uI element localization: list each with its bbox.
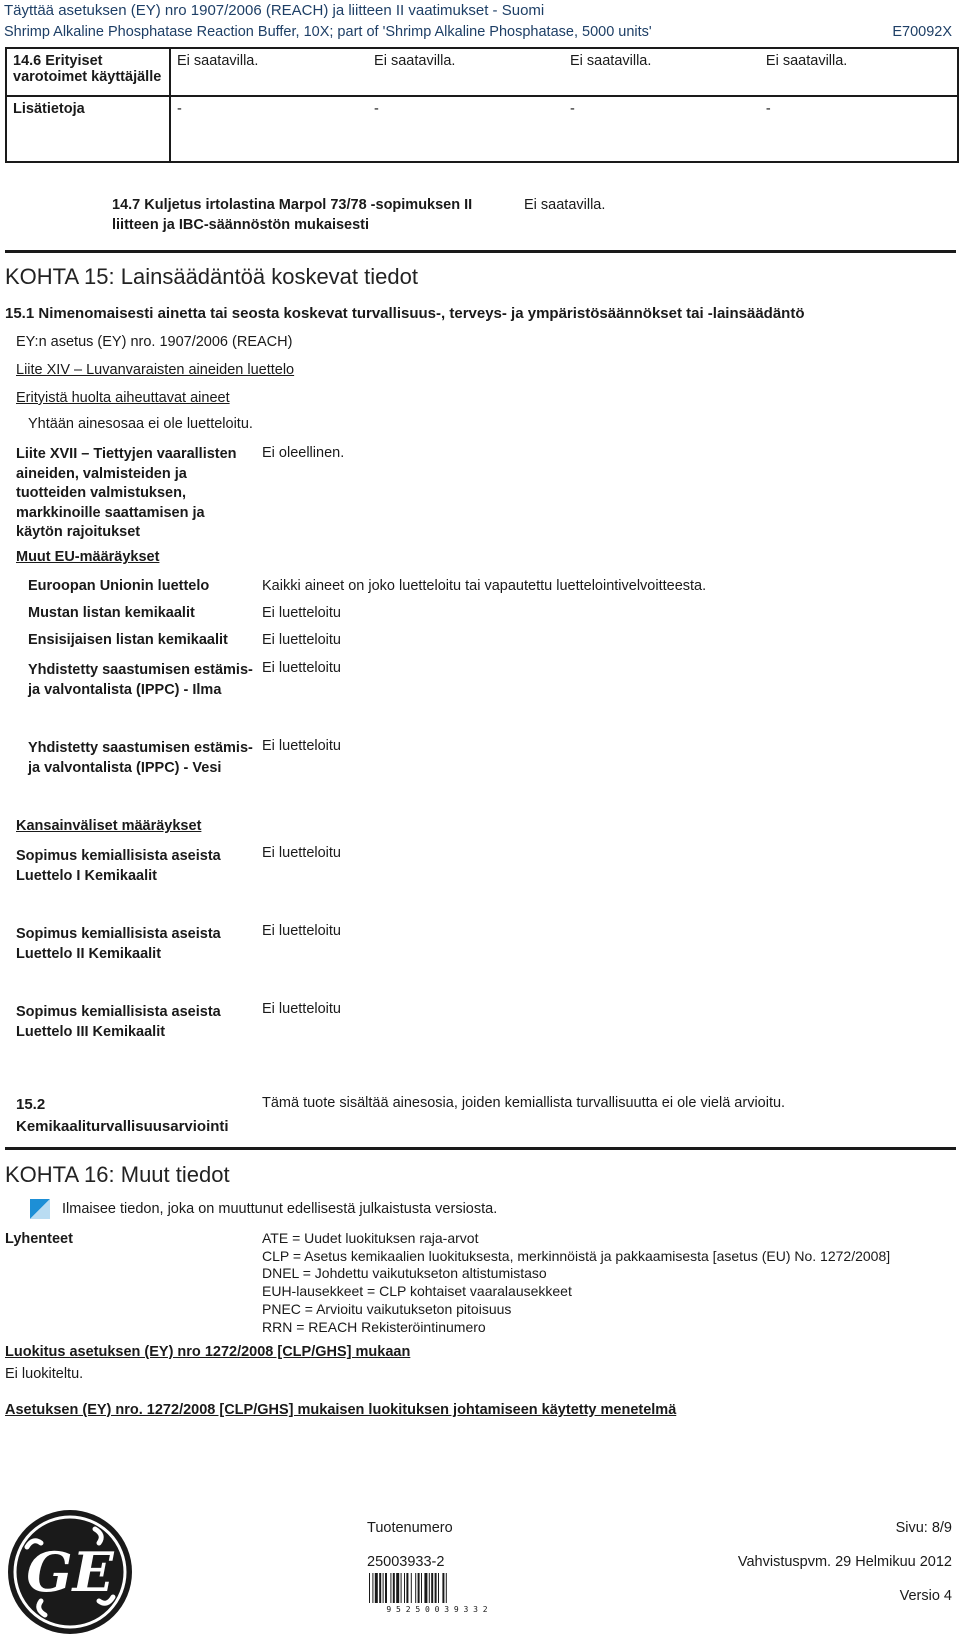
- product-no: 25003933-2: [367, 1554, 445, 1570]
- revision-date: Vahvistuspvm. 29 Helmikuu 2012: [737, 1554, 952, 1570]
- ge-logo: [5, 1507, 135, 1637]
- cwc3-value: Ei luetteloitu: [262, 1001, 341, 1017]
- s14-6-label: 14.6 Erityiset varotoimet käyttäjälle: [6, 48, 170, 96]
- eu-inventory-value: Kaikki aineet on joko luetteloitu tai vapautettu luettelointivelvoitteesta.: [262, 578, 707, 594]
- section-15-title: KOHTA 15: Lainsäädäntöä koskevat tiedot: [5, 264, 418, 289]
- svhc-value: Yhtään ainesosaa ei ole luetteloitu.: [28, 416, 253, 432]
- s14-6-value: Ei saatavilla.: [368, 48, 564, 96]
- abbrev-item: DNEL = Johdettu vaikutukseton altistumistaso: [262, 1265, 547, 1282]
- doc-header-product: Shrimp Alkaline Phosphatase Reaction Buffer, 10X; part of 'Shrimp Alkaline Phosphatase, 5000 units': [4, 24, 652, 40]
- barcode: [367, 1573, 507, 1613]
- ippc-air-value: Ei luetteloitu: [262, 660, 341, 676]
- reach-heading: EY:n asetus (EY) nro. 1907/2006 (REACH): [16, 334, 293, 350]
- cwc1-label: Sopimus kemiallisista aseista Luettelo I Kemikaalit: [16, 848, 221, 884]
- priority-list-value: Ei luetteloitu: [262, 632, 341, 648]
- method-heading: Asetuksen (EY) nro. 1272/2008 [CLP/GHS] mukaisen luokituksen johtamiseen käytetty menetelmä: [5, 1402, 677, 1418]
- abbrev-list: [262, 1230, 890, 1336]
- lisatietoja-value: -: [368, 96, 564, 162]
- cwc3-label: Sopimus kemiallisista aseista Luettelo III Kemikaalit: [16, 1004, 221, 1040]
- classification-value: Ei luokiteltu.: [5, 1366, 84, 1382]
- divider: [5, 1147, 956, 1150]
- cwc2-label: Sopimus kemiallisista aseista Luettelo II Kemikaalit: [16, 926, 221, 962]
- black-list-value: Ei luetteloitu: [262, 605, 341, 621]
- s14-7-label-line2: liitteen ja IBC-säännöstön mukaisesti: [112, 217, 370, 233]
- doc-header-title: Täyttää asetuksen (EY) nro 1907/2006 (REACH) ja liitteen II vaatimukset - Suomi: [4, 2, 545, 19]
- s14-6-value: Ei saatavilla.: [170, 48, 368, 96]
- lisatietoja-value: -: [170, 96, 368, 162]
- divider: [5, 250, 956, 253]
- lisatietoja-value: -: [760, 96, 958, 162]
- abbrev-item: RRN = REACH Rekisteröintinumero: [262, 1318, 486, 1335]
- change-marker-icon: [30, 1199, 50, 1219]
- priority-list-label: Ensisijaisen listan kemikaalit: [28, 632, 228, 648]
- international-heading: Kansainväliset määräykset: [16, 818, 202, 834]
- svg-text:9 5 2 5 0 0 3 9 3 3 2: 9 5 2 5 0 0 3 9 3 3 2: [386, 1605, 488, 1613]
- change-note: Ilmaisee tiedon, joka on muuttunut edellisestä julkaistusta versiosta.: [62, 1201, 498, 1217]
- section-16-title: KOHTA 16: Muut tiedot: [5, 1162, 230, 1187]
- eu-inventory-label: Euroopan Unionin luettelo: [28, 578, 210, 594]
- s14-7-label-line1: 14.7 Kuljetus irtolastina Marpol 73/78 -sopimuksen II: [112, 197, 473, 213]
- black-list-label: Mustan listan kemikaalit: [28, 605, 195, 621]
- svhc-heading: Erityistä huolta aiheuttavat aineet: [16, 390, 230, 406]
- s15-2-label: 15.2 Kemikaaliturvallisuusarviointi: [16, 1096, 229, 1135]
- eu-other-heading: Muut EU-määräykset: [16, 549, 160, 565]
- abbrev-item: ATE = Uudet luokituksen raja-arvot: [262, 1230, 479, 1246]
- abbrev-label: Lyhenteet: [5, 1231, 73, 1247]
- s14-6-value: Ei saatavilla.: [760, 48, 958, 96]
- cwc2-value: Ei luetteloitu: [262, 923, 341, 939]
- page-number: Sivu: 8/9: [895, 1520, 952, 1536]
- doc-header-code: E70092X: [892, 24, 952, 40]
- abbrev-item: EUH-lausekkeet = CLP kohtaiset vaaralausekkeet: [262, 1283, 572, 1300]
- lisatietoja-label: Lisätietoja: [6, 96, 170, 162]
- ippc-water-value: Ei luetteloitu: [262, 738, 341, 754]
- section-14-6-table: [5, 47, 959, 163]
- annex-xiv-heading: Liite XIV – Luvanvaraisten aineiden luettelo: [16, 362, 295, 378]
- svg-text:GE: GE: [26, 1540, 114, 1604]
- s14-7-value: Ei saatavilla.: [524, 197, 606, 213]
- ippc-air-label: Yhdistetty saastumisen estämis- ja valvontalista (IPPC) - Ilma: [28, 662, 253, 698]
- abbrev-item: CLP = Asetus kemikaalien luokituksesta, merkinnöistä ja pakkaamisesta [asetus (EU) No. 1272/2008]: [262, 1247, 891, 1264]
- annex-xvii-value: Ei oleellinen.: [262, 445, 345, 461]
- ippc-water-label: Yhdistetty saastumisen estämis- ja valvontalista (IPPC) - Vesi: [28, 740, 253, 776]
- s15-1-heading: 15.1 Nimenomaisesti ainetta tai seosta koskevat turvallisuus-, terveys- ja ympäristösäännökset tai -lainsäädäntö: [5, 305, 805, 322]
- abbrev-item: PNEC = Arvioitu vaikutukseton pitoisuus: [262, 1300, 512, 1317]
- annex-xvii-label: Liite XVII – Tiettyjen vaarallisten aineiden, valmisteiden ja tuotteiden valmistuksen, markkinoille saattamisen ja käytön rajoitukset: [16, 446, 237, 540]
- cwc1-value: Ei luetteloitu: [262, 845, 341, 861]
- s14-6-value: Ei saatavilla.: [564, 48, 760, 96]
- product-no-label: Tuotenumero: [367, 1520, 453, 1536]
- lisatietoja-value: -: [564, 96, 760, 162]
- s15-2-value: Tämä tuote sisältää ainesosia, joiden kemiallista turvallisuutta ei ole vielä arvioitu.: [262, 1095, 786, 1111]
- classification-heading: Luokitus asetuksen (EY) nro 1272/2008 [CLP/GHS] mukaan: [5, 1344, 411, 1360]
- version: Versio 4: [899, 1588, 952, 1604]
